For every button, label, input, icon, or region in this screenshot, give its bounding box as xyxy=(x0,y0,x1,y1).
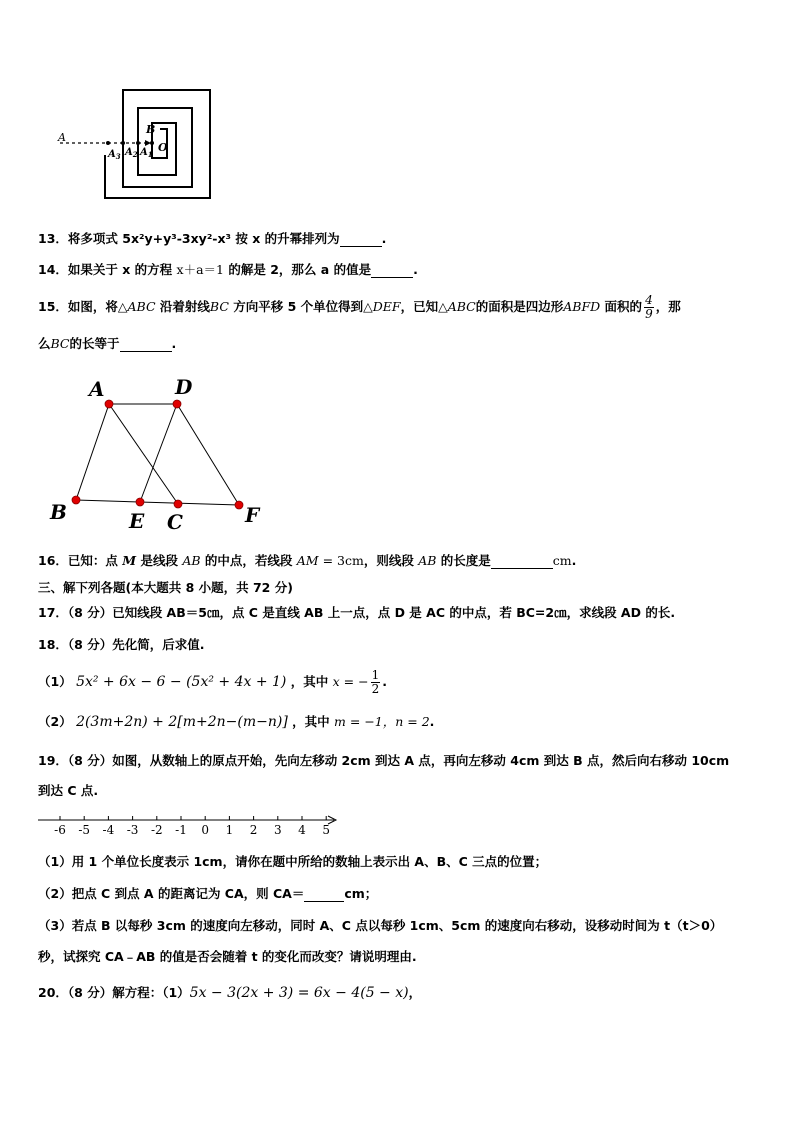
question-19-sub1: （1）用 1 个单位长度表示 1cm，请你在题中所给的数轴上表示出 A、B、C 三点的位置； xyxy=(38,854,548,869)
question-18-part1: （1） 5x² + 6x − 6 − (5x² + 4x + 1) ，其中 x = − $\frac{1}{2}$ . xyxy=(38,668,387,696)
number-line-tick-label: -2 xyxy=(150,823,163,837)
number-line xyxy=(38,808,348,838)
number-line-tick-label: 2 xyxy=(249,823,258,837)
point-c-label: C xyxy=(167,510,183,534)
question-20: 20．（8 分）解方程：（1）5x − 3(2x + 3) = 6x − 4(5 − x)， xyxy=(38,985,422,1001)
question-16: 16．已知：点 M 是线段 AB 的中点，若线段 AM = 3cm，则线段 AB 的长度是 cm. xyxy=(38,553,577,568)
label-b: B xyxy=(146,123,156,136)
question-13: 13．将多项式 5x²y+y³-3xy²-x³ 按 x 的升幂排列为 . xyxy=(38,231,387,246)
number-line-tick-label: -5 xyxy=(78,823,91,837)
number-line-tick-label: 5 xyxy=(322,823,331,837)
section-3-heading: 三、解下列各题(本大题共 8 小题，共 72 分) xyxy=(38,580,293,595)
point-a-label: A xyxy=(89,377,105,401)
point-f-label: F xyxy=(245,503,260,527)
question-17: 17．（8 分）已知线段 AB＝5㎝，点 C 是直线 AB 上一点，点 D 是 AC 的中点，若 BC=2㎝，求线段 AD 的长. xyxy=(38,605,676,620)
fraction-4-9: $\frac{4}{9}$ xyxy=(645,293,653,321)
translation-figure xyxy=(45,372,275,534)
label-a1: $A_1$ xyxy=(140,147,153,159)
fraction-1-2: $\frac{1}{2}$ xyxy=(371,668,380,696)
spiral-figure xyxy=(50,85,220,205)
question-19-sub2: （2）把点 C 到点 A 的距离记为 CA，则 CA＝ cm； xyxy=(38,886,378,901)
number-line-tick-label: 4 xyxy=(298,823,306,837)
question-19-line2: 到达 C 点. xyxy=(38,783,99,798)
number-line-tick-label: -1 xyxy=(175,823,187,837)
question-19-sub3-line1: （3）若点 B 以每秒 3cm 的速度向左移动，同时 A、C 点以每秒 1cm、5cm 的速度向右移动，设移动时间为 t（t＞0） xyxy=(38,918,723,933)
point-b-label: B xyxy=(50,500,67,524)
question-18-part2: （2） 2(3m+2n) + 2[m+2n−(m−n)] ，其中 m = −1，n = 2. xyxy=(38,714,435,730)
number-line-tick-label: -6 xyxy=(54,823,66,837)
point-e-label: E xyxy=(129,509,145,533)
number-line-tick-label: -4 xyxy=(102,823,115,837)
number-line-tick-label: 3 xyxy=(273,823,282,837)
point-d-label: D xyxy=(175,375,193,399)
label-a2: $A_2$ xyxy=(125,147,138,159)
number-line-tick-label: 0 xyxy=(201,823,210,837)
number-line-tick-label: 1 xyxy=(225,823,234,837)
question-14: 14．如果关于 x 的方程 x＋a＝1 的解是 2，那么 a 的值是 . xyxy=(38,262,418,277)
label-o: O xyxy=(158,141,168,154)
number-line-tick-label: -3 xyxy=(126,823,139,837)
question-18-heading: 18．（8 分）先化简，后求值. xyxy=(38,637,205,652)
question-19-sub3-line2: 秒，试探究 CA﹣AB 的值是否会随着 t 的变化而改变？请说明理由. xyxy=(38,949,417,964)
label-a3: $A_3$ xyxy=(108,149,121,161)
question-15: 15．如图，将△ABC 沿着射线BC 方向平移 5 个单位得到△DEF，已知△ABC的面积是四边形ABFD 面积的 $\frac{4}{9}$ ，那 xyxy=(38,293,681,321)
question-15-line2: 么BC的长等于 . xyxy=(38,336,177,351)
question-19-line1: 19．（8 分）如图，从数轴上的原点开始，先向左移动 2cm 到达 A 点，再向左移动 4cm 到达 B 点，然后向右移动 10cm xyxy=(38,753,730,768)
label-a: A xyxy=(58,131,66,144)
